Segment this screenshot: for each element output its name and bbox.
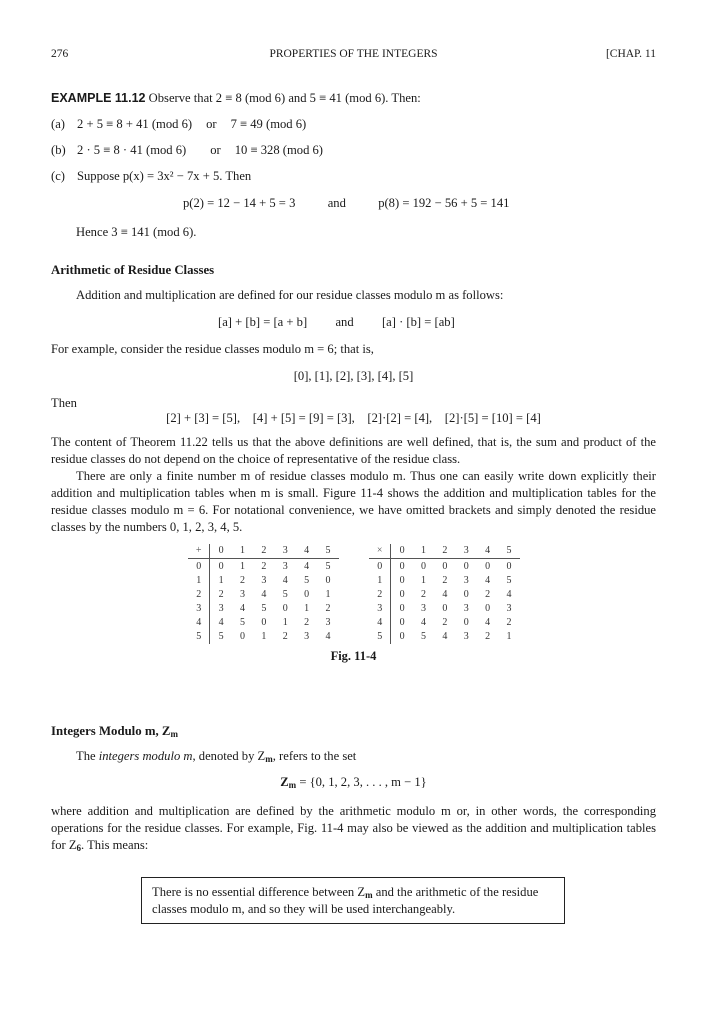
table-cell: 4 <box>282 574 288 586</box>
zm-set-sub: m <box>288 780 297 790</box>
chapter-label: [CHAP. 11 <box>605 48 656 60</box>
table-cell: 3 <box>239 588 245 600</box>
table-header-cell: 4 <box>477 544 498 559</box>
table-cell: 0 <box>420 560 426 572</box>
table-cell: 4 <box>420 617 426 629</box>
table-cell: 0 <box>218 560 224 572</box>
residue-paragraph-4: There are only a finite number m of residue classes modulo m. Thus one can easily write down explicitly their addition and multiplication tables when m is small. Figure 11-4 shows the addition and multiplication tables for the residue classes modulo m = 6. For notational convenience, we have omitted brackets and simply denoted the residue classes by the numbers 0, 1, 2, 3, 4, 5. <box>51 469 656 534</box>
item-c-text: Suppose p(x) = 3x² − 7x + 5. Then <box>77 169 252 183</box>
table-cell: 0 <box>399 631 405 643</box>
row-header: 5 <box>188 630 210 644</box>
table-row <box>188 616 339 630</box>
table-cell: 3 <box>218 603 224 615</box>
table-header-cell: 1 <box>413 544 434 559</box>
c-eq-left: p(2) = 12 − 14 + 5 = 3 <box>183 196 296 210</box>
row-header: 1 <box>369 573 391 587</box>
table-cell: 3 <box>304 631 310 643</box>
table-cell: 0 <box>239 631 245 643</box>
table-cell: 0 <box>506 560 512 572</box>
item-b-left: 2 · 5 ≡ 8 · 41 (mod 6) <box>77 143 187 157</box>
table-cell: 4 <box>485 617 491 629</box>
table-cell: 1 <box>239 560 245 572</box>
table-cell: 5 <box>218 631 224 643</box>
residue-examples-line: [2] + [3] = [5], [4] + [5] = [9] = [3], [2]·[2] = [4], [2]·[5] = [10] = [4] <box>166 411 541 425</box>
table-header-cell: 0 <box>210 544 232 559</box>
residue-paragraph-1: Addition and multiplication are defined for our residue classes modulo m as follows: <box>76 288 504 302</box>
item-b-right: 10 ≡ 328 (mod 6) <box>234 143 324 157</box>
table-cell: 1 <box>282 617 288 629</box>
table-cell: 2 <box>304 617 310 629</box>
figure-caption: Fig. 11-4 <box>330 649 377 663</box>
zm-paragraph-2 <box>51 803 656 854</box>
zm-p1-b: , denoted by Z <box>192 749 266 763</box>
zm-p2-b: . This means: <box>81 838 149 852</box>
table-cell: 1 <box>325 588 331 600</box>
running-title: PROPERTIES OF THE INTEGERS <box>269 48 438 60</box>
zm-paragraph-1 <box>76 748 656 765</box>
running-header <box>51 47 656 63</box>
residue-paragraph-2: For example, consider the residue classes modulo m = 6; that is, <box>51 342 374 356</box>
example-item-c <box>51 168 661 185</box>
table-row <box>188 573 339 587</box>
c-eq-right: p(8) = 192 − 56 + 5 = 141 <box>378 196 510 210</box>
table-cell: 5 <box>282 588 288 600</box>
zm-heading-sub: m <box>170 729 178 739</box>
table-cell: 4 <box>442 631 448 643</box>
section-heading-residue: Arithmetic of Residue Classes <box>51 263 215 277</box>
table-cell: 0 <box>399 560 405 572</box>
key-statement-box <box>141 877 565 924</box>
table-header-cell: 2 <box>253 544 274 559</box>
table-header-cell: 3 <box>275 544 296 559</box>
zm-p1-c: , refers to the set <box>272 749 357 763</box>
row-header: 1 <box>188 573 210 587</box>
box-text-b: and the arithmetic of the residue classes modulo m, and so they will be used interchangeably. <box>152 885 539 917</box>
zm-set-lhs: Z <box>280 775 289 789</box>
table-header-cell: 3 <box>456 544 477 559</box>
table-cell: 2 <box>218 588 224 600</box>
table-cell: 1 <box>420 574 426 586</box>
def-sum: [a] + [b] = [a + b] <box>218 315 308 329</box>
table-cell: 3 <box>463 631 469 643</box>
table-cell: 3 <box>261 574 267 586</box>
example-title: EXAMPLE 11.12 <box>51 91 146 105</box>
zm-set-definition <box>51 774 656 791</box>
table-cell: 1 <box>506 631 512 643</box>
table-row <box>188 602 339 616</box>
table-header-cell: 0 <box>391 544 413 559</box>
table-cell: 5 <box>506 574 512 586</box>
table-cell: 0 <box>399 574 405 586</box>
table-cell: 2 <box>325 603 331 615</box>
multiplication-table <box>369 544 520 644</box>
row-header: 0 <box>369 559 391 574</box>
zm-p2-sub: 6 <box>76 843 82 853</box>
residue-paragraph-3: The content of Theorem 11.22 tells us that the above definitions are well defined, that is, the sum and product of the residue classes do not depend on the choice of representative of the residue class. <box>51 435 656 466</box>
table-cell: 2 <box>485 631 491 643</box>
zm-p2-a: where addition and multiplication are defined by the arithmetic modulo m or, in other words, the corresponding operations for the residue classes. For example, Fig. 11-4 may also be viewed as the addition and multiplication tables for Z <box>51 804 656 852</box>
item-b-label: (b) <box>51 143 66 157</box>
row-header: 5 <box>369 630 391 644</box>
table-cell: 2 <box>485 588 491 600</box>
table-cell: 5 <box>261 603 267 615</box>
table-cell: 4 <box>304 560 310 572</box>
zm-heading-text: Integers Modulo m, Z <box>51 724 171 738</box>
table-cell: 3 <box>506 603 512 615</box>
table-cell: 1 <box>261 631 267 643</box>
table-cell: 3 <box>463 574 469 586</box>
table-cell: 2 <box>442 617 448 629</box>
table-cell: 2 <box>282 631 288 643</box>
table-row <box>369 573 520 587</box>
addition-operator: + <box>188 544 210 559</box>
table-header-cell: 1 <box>232 544 253 559</box>
def-product: [a] · [b] = [ab] <box>381 315 455 329</box>
item-b-or: or <box>210 143 221 157</box>
row-header: 2 <box>188 588 210 602</box>
item-a-label: (a) <box>51 117 65 131</box>
zm-p1-sub: m <box>265 754 273 764</box>
table-cell: 5 <box>420 631 426 643</box>
table-cell: 0 <box>463 617 469 629</box>
example-c-equations <box>183 195 603 212</box>
table-header-cell: 5 <box>317 544 338 559</box>
def-and: and <box>335 315 354 329</box>
row-header: 2 <box>369 588 391 602</box>
table-cell: 4 <box>442 588 448 600</box>
table-cell: 0 <box>261 617 267 629</box>
table-cell: 4 <box>261 588 267 600</box>
table-cell: 4 <box>325 631 331 643</box>
table-cell: 0 <box>463 560 469 572</box>
table-cell: 2 <box>420 588 426 600</box>
multiplication-operator: × <box>369 544 391 559</box>
table-cell: 1 <box>304 603 310 615</box>
table-cell: 5 <box>304 574 310 586</box>
row-header: 4 <box>369 616 391 630</box>
table-cell: 0 <box>399 617 405 629</box>
c-eq-and: and <box>327 196 346 210</box>
table-cell: 0 <box>399 603 405 615</box>
table-row <box>369 588 520 602</box>
table-header-cell: 5 <box>498 544 519 559</box>
table-cell: 0 <box>442 603 448 615</box>
zm-p1-italic: integers modulo m <box>98 749 193 763</box>
table-cell: 4 <box>239 603 245 615</box>
addition-table <box>188 544 339 644</box>
residue-classes-list: [0], [1], [2], [3], [4], [5] <box>293 369 414 383</box>
table-cell: 2 <box>506 617 512 629</box>
table-cell: 1 <box>218 574 224 586</box>
table-cell: 4 <box>218 617 224 629</box>
table-cell: 0 <box>485 560 491 572</box>
table-cell: 2 <box>442 574 448 586</box>
box-text-a: There is no essential difference between Z <box>152 885 366 899</box>
example-intro: Observe that 2 ≡ 8 (mod 6) and 5 ≡ 41 (mod 6). Then: <box>148 91 421 105</box>
table-cell: 0 <box>325 574 331 586</box>
table-row <box>369 559 520 574</box>
item-a-right: 7 ≡ 49 (mod 6) <box>230 117 307 131</box>
example-item-a <box>51 116 661 133</box>
table-row <box>188 630 339 644</box>
table-cell: 4 <box>506 588 512 600</box>
table-row <box>369 602 520 616</box>
table-row <box>369 616 520 630</box>
row-header: 3 <box>188 602 210 616</box>
table-row <box>188 588 339 602</box>
example-hence: Hence 3 ≡ 141 (mod 6). <box>76 225 197 239</box>
table-row <box>369 630 520 644</box>
table-row <box>188 559 339 574</box>
table-cell: 5 <box>239 617 245 629</box>
box-sub: m <box>365 890 373 900</box>
zm-set-rhs: = {0, 1, 2, 3, . . . , m − 1} <box>296 775 427 789</box>
section-heading-zm <box>51 723 178 740</box>
table-cell: 0 <box>485 603 491 615</box>
table-cell: 2 <box>239 574 245 586</box>
item-c-label: (c) <box>51 169 65 183</box>
table-cell: 3 <box>282 560 288 572</box>
table-cell: 0 <box>282 603 288 615</box>
row-header: 4 <box>188 616 210 630</box>
residue-then: Then <box>51 396 77 410</box>
table-cell: 4 <box>485 574 491 586</box>
table-header-cell: 4 <box>296 544 317 559</box>
table-cell: 0 <box>399 588 405 600</box>
page-number: 276 <box>51 48 69 60</box>
table-cell: 3 <box>420 603 426 615</box>
table-cell: 0 <box>304 588 310 600</box>
item-a-left: 2 + 5 ≡ 8 + 41 (mod 6) <box>77 117 193 131</box>
example-intro-line <box>51 90 661 107</box>
example-item-b <box>51 142 661 159</box>
table-cell: 3 <box>463 603 469 615</box>
table-cell: 3 <box>325 617 331 629</box>
table-cell: 0 <box>463 588 469 600</box>
table-cell: 5 <box>325 560 331 572</box>
row-header: 0 <box>188 559 210 574</box>
zm-p1-a: The <box>76 749 99 763</box>
table-header-cell: 2 <box>434 544 455 559</box>
residue-definitions <box>218 314 618 331</box>
row-header: 3 <box>369 602 391 616</box>
table-cell: 0 <box>442 560 448 572</box>
table-cell: 2 <box>261 560 267 572</box>
item-a-or: or <box>206 117 217 131</box>
